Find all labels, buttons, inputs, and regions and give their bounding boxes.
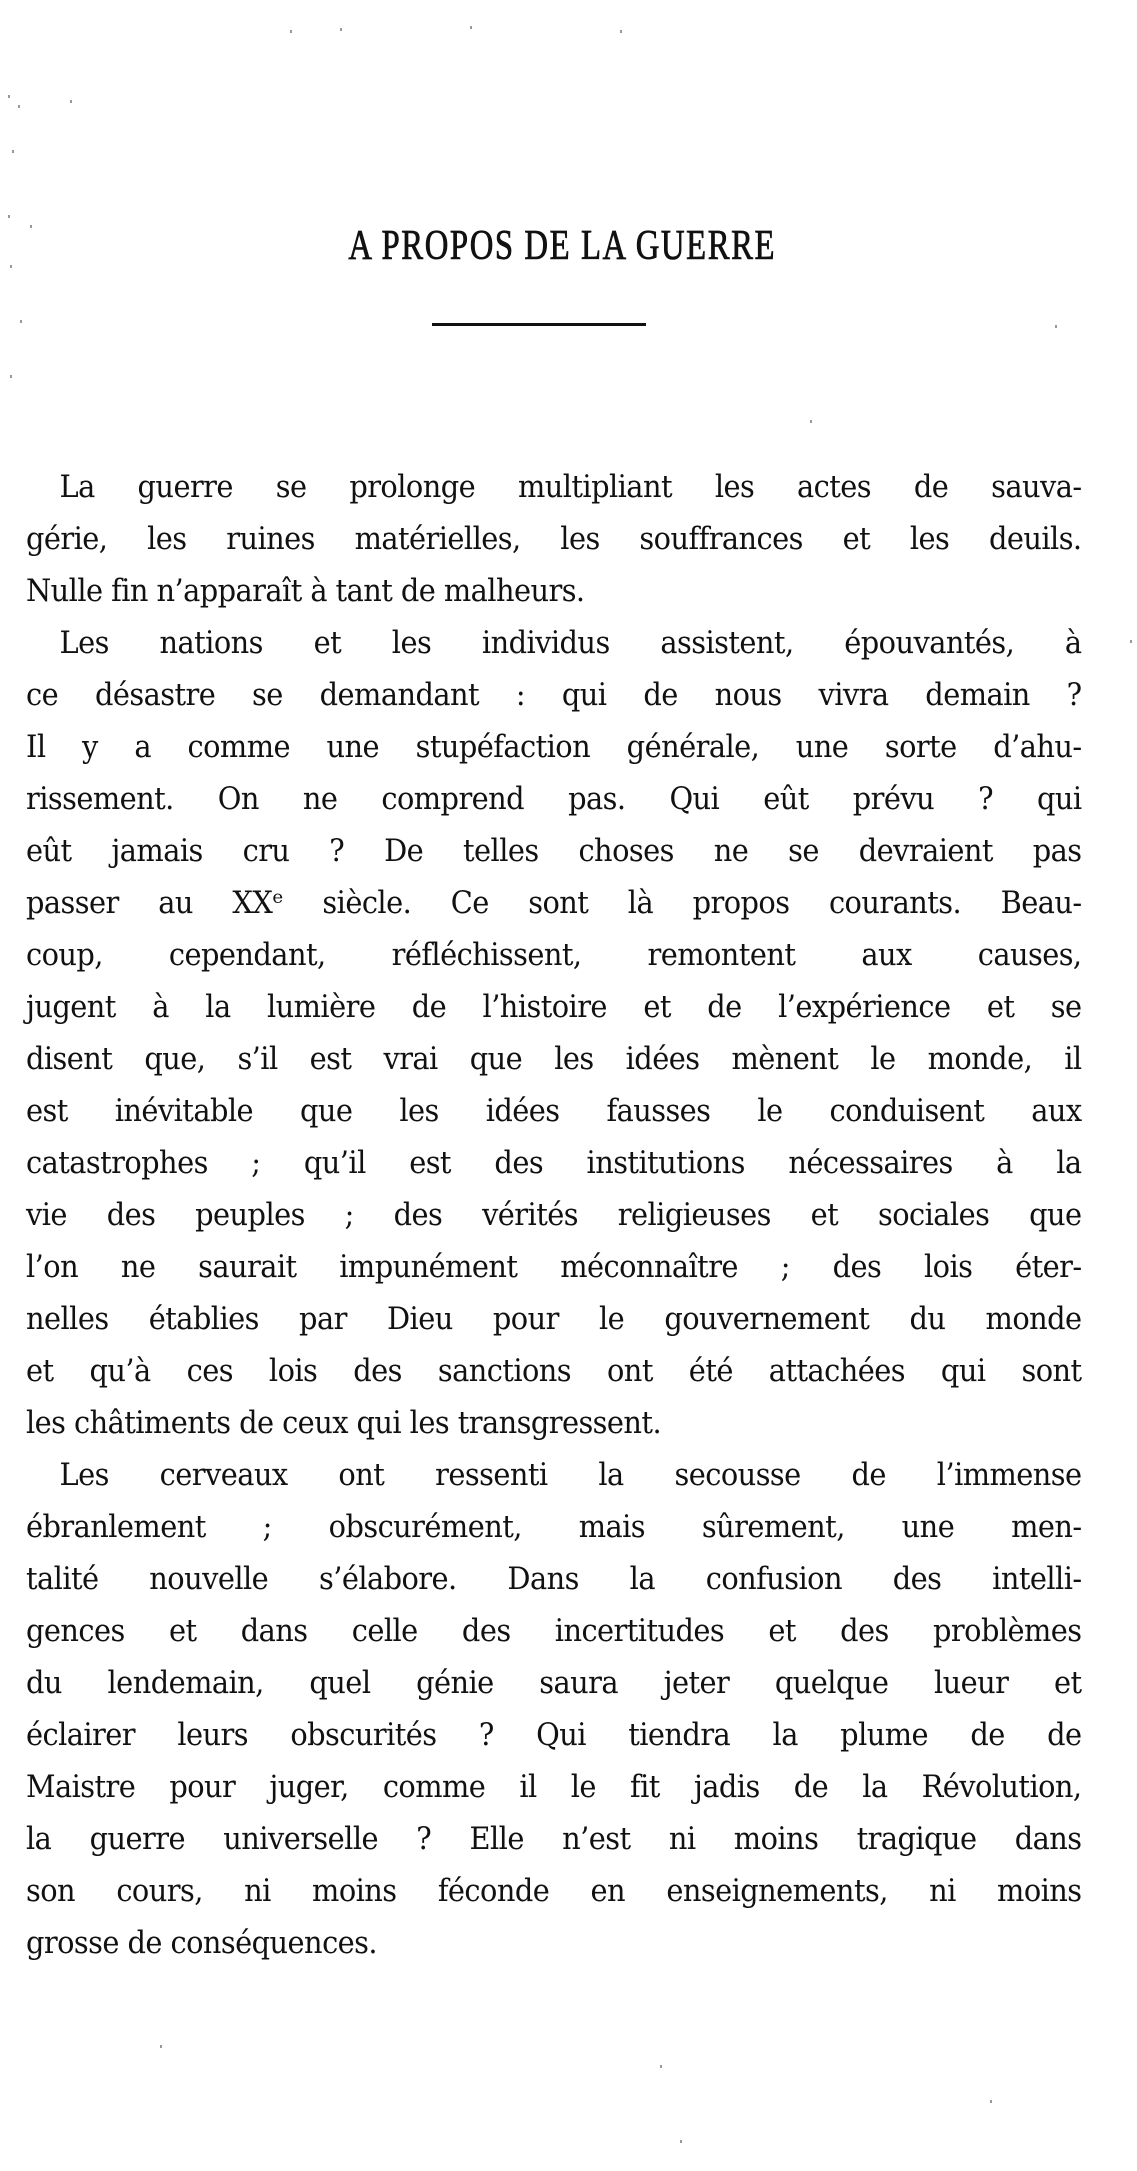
text-line: ce désastre se demandant : qui de nous vivra demain ? [26, 677, 1082, 713]
scan-speck [8, 95, 10, 98]
text-line: coup, cependant, réfléchissent, remontent aux causes, [26, 937, 1082, 973]
scan-speck [1130, 640, 1132, 643]
scan-speck [810, 420, 812, 423]
text-line: son cours, ni moins féconde en enseignements, ni moins [26, 1873, 1082, 1909]
text-line: Maistre pour juger, comme il le fit jadis de la Révolution, [26, 1769, 1082, 1805]
text-line: grosse de conséquences. [26, 1925, 378, 1961]
body-text [26, 461, 1082, 1969]
text-line: et qu’à ces lois des sanctions ont été attachées qui sont [26, 1353, 1082, 1389]
chapter-title: A PROPOS DE LA GUERRE [348, 223, 777, 269]
text-line: La guerre se prolonge multipliant les actes de sauva- [59, 469, 1082, 505]
scan-speck [12, 150, 14, 153]
scan-speck [160, 2045, 162, 2048]
paragraph-2 [26, 617, 1082, 1449]
scan-speck [20, 320, 22, 323]
text-line: talité nouvelle s’élabore. Dans la confusion des intelli- [26, 1561, 1082, 1597]
scan-speck [290, 30, 292, 33]
text-line: passer au XXᵉ siècle. Ce sont là propos courants. Beau- [26, 885, 1082, 921]
text-line: ébranlement ; obscurément, mais sûrement, une men- [26, 1509, 1082, 1545]
text-line: jugent à la lumière de l’histoire et de l’expérience et se [26, 989, 1082, 1025]
scan-speck [10, 265, 12, 268]
text-line: vie des peuples ; des vérités religieuses et sociales que [26, 1197, 1082, 1233]
text-line: Les nations et les individus assistent, épouvantés, à [59, 625, 1082, 661]
title-divider-rule [432, 323, 646, 326]
text-line: gérie, les ruines matérielles, les souffrances et les deuils. [26, 521, 1082, 557]
text-line: rissement. On ne comprend pas. Qui eût prévu ? qui [26, 781, 1082, 817]
text-line: Les cerveaux ont ressenti la secousse de l’immense [59, 1457, 1082, 1493]
text-line: catastrophes ; qu’il est des institutions nécessaires à la [26, 1145, 1082, 1181]
text-line: éclairer leurs obscurités ? Qui tiendra la plume de de [26, 1717, 1082, 1753]
text-line: eût jamais cru ? De telles choses ne se devraient pas [26, 833, 1082, 869]
paragraph-3 [26, 1449, 1082, 1969]
text-line: la guerre universelle ? Elle n’est ni moins tragique dans [26, 1821, 1082, 1857]
scan-speck [660, 2065, 662, 2068]
text-line: disent que, s’il est vrai que les idées mènent le monde, il [26, 1041, 1082, 1077]
scan-speck [8, 215, 10, 218]
scan-speck [30, 225, 32, 228]
scan-speck [18, 105, 20, 108]
scan-speck [70, 100, 72, 103]
text-line: du lendemain, quel génie saura jeter quelque lueur et [26, 1665, 1082, 1701]
scan-speck [1055, 325, 1057, 328]
text-line: les châtiments de ceux qui les transgressent. [26, 1405, 662, 1441]
scan-speck [990, 2100, 992, 2103]
text-line: l’on ne saurait impunément méconnaître ; des lois éter- [26, 1249, 1082, 1285]
text-line: Nulle fin n’apparaît à tant de malheurs. [26, 573, 585, 609]
text-line: est inévitable que les idées fausses le conduisent aux [26, 1093, 1082, 1129]
paragraph-1 [26, 461, 1082, 617]
scan-speck [680, 2140, 682, 2143]
text-line: Il y a comme une stupéfaction générale, une sorte d’ahu- [26, 729, 1082, 765]
scan-speck [470, 26, 472, 29]
text-line: gences et dans celle des incertitudes et des problèmes [26, 1613, 1082, 1649]
scan-speck [10, 375, 12, 378]
text-line: nelles établies par Dieu pour le gouvernement du monde [26, 1301, 1082, 1337]
scan-speck [340, 28, 342, 31]
scan-speck [620, 30, 622, 33]
